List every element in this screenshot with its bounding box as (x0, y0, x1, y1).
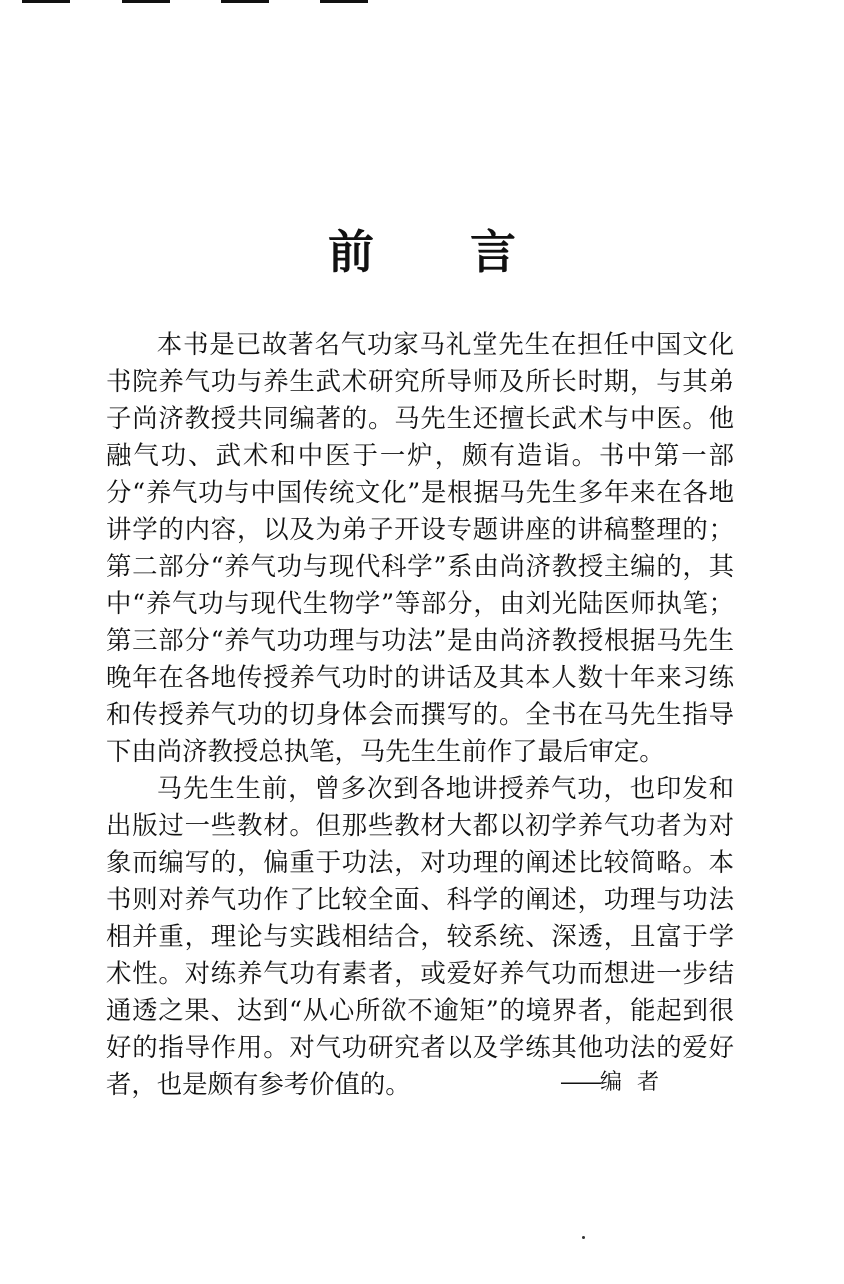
top-rule-1 (22, 0, 70, 3)
signature-name: 编 者 (600, 1070, 663, 1095)
top-rule-2 (122, 0, 170, 3)
body-text (106, 326, 734, 1103)
signature (560, 1068, 663, 1098)
paragraph-2: 马先生生前，曾多次到各地讲授养气功，也印发和出版过一些教材。但那些教材大都以初学养气功者为对象而编写的，偏重于功法，对功理的阐述比较简略。本书则对养气功作了比较全面、科学的阐述，功理与功法相并重，理论与实践相结合，较系统、深透，且富于学术性。对练养气功有素者，或爱好养气功而想进一步结通透之果、达到“从心所欲不逾矩”的境界者，能起到很好的指导作用。对气功研究者以及学练其他功法的爱好者，也是颇有参考价值的。 (106, 773, 734, 1099)
top-rule-3 (221, 0, 269, 3)
page-title: 前 言 (327, 225, 556, 279)
paragraph-1: 本书是已故著名气功家马礼堂先生在担任中国文化书院养气功与养生武术研究所导师及所长时期，与其弟子尚济教授共同编著的。马先生还擅长武术与中医。他融气功、武术和中医于一炉，颇有造诣。书中第一部分“养气功与中国传统文化”是根据马先生多年来在各地讲学的内容，以及为弟子开设专题讲座的讲稿整理的；第二部分“养气功与现代科学”系由尚济教授主编的，其中“养气功与现代生物学”等部分，由刘光陆医师执笔；第三部分“养气功功理与功法”是由尚济教授根据马先生晚年在各地传授养气功时的讲话及其本人数十年来习练和传授养气功的切身体会而撰写的。全书在马先生指导下由尚济教授总执笔，马先生生前作了最后审定。 (106, 329, 734, 766)
footer-dot (582, 1236, 585, 1239)
top-rule-4 (320, 0, 368, 3)
signature-dash: —— (560, 1070, 600, 1095)
